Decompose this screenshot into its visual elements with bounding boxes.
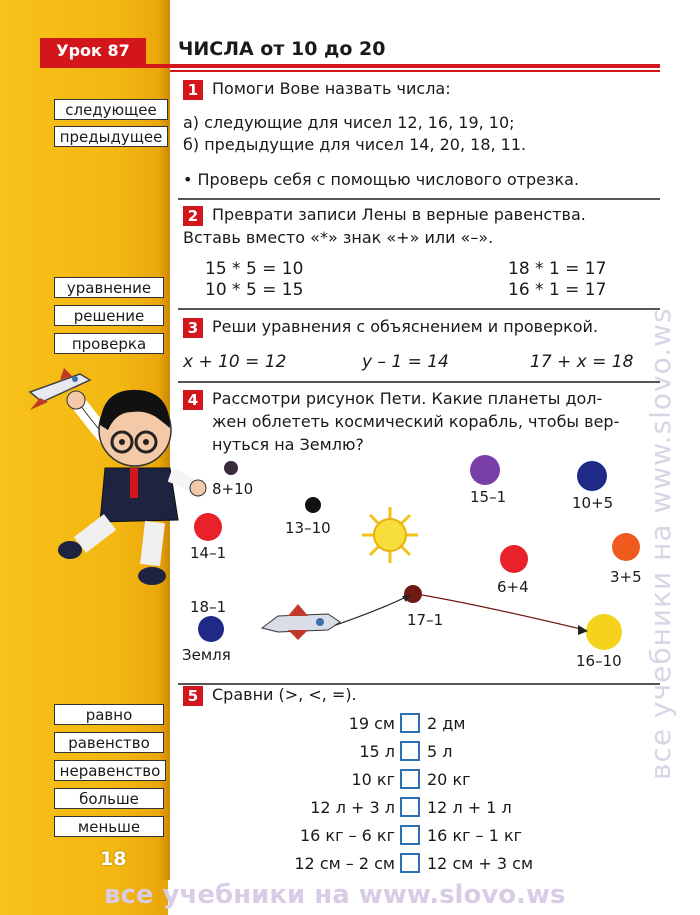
keyword-solution: решение: [54, 305, 164, 326]
compare-right: 12 л + 1 л: [427, 798, 512, 817]
answer-box[interactable]: [400, 797, 420, 817]
equation: y – 1 = 14: [362, 352, 449, 372]
task4-title-line3: нуться на Землю?: [212, 435, 364, 454]
keyword-greater: больше: [54, 788, 164, 809]
planet-label: 13–10: [285, 519, 331, 537]
planet: [577, 461, 607, 491]
compare-left: 16 кг – 6 кг: [299, 826, 395, 845]
compare-left: 19 см: [348, 714, 395, 733]
lesson-label: Урок 87: [40, 38, 146, 64]
answer-box[interactable]: [400, 741, 420, 761]
page-title: ЧИСЛА от 10 до 20: [178, 38, 386, 60]
title-rule: [40, 64, 660, 68]
equation: 15 * 5 = 10: [205, 259, 304, 279]
task1-check: • Проверь себя с помощью числового отрезка.: [183, 170, 580, 189]
equation: 16 * 1 = 17: [508, 280, 607, 300]
planet-label: 14–1: [190, 544, 227, 562]
spaceship-icon: [258, 602, 342, 642]
task-number: 3: [183, 318, 203, 338]
compare-left: 12 л + 3 л: [310, 798, 395, 817]
keyword-previous: предыдущее: [54, 126, 168, 147]
planet-label: 18–1: [190, 598, 227, 616]
planet-label: 17–1: [407, 611, 444, 629]
keyword-check: проверка: [54, 333, 164, 354]
task4-title-line2: жен облететь космический корабль, чтобы вер-: [212, 412, 620, 431]
planet-label: 6+4: [497, 578, 529, 596]
compare-left: 10 кг: [351, 770, 395, 789]
compare-left: 12 см – 2 см: [294, 854, 395, 873]
answer-box[interactable]: [400, 769, 420, 789]
task1-line-a: а) следующие для чисел 12, 16, 19, 10;: [183, 113, 515, 132]
planet-label: 8+10: [212, 480, 254, 498]
watermark-vertical: все учебники на www.slovo.ws: [644, 307, 677, 780]
task-number: 4: [183, 390, 203, 410]
divider: [178, 381, 660, 383]
planet-label: 16–10: [576, 652, 622, 670]
task3-title: Реши уравнения с объяснением и проверкой.: [212, 317, 599, 336]
keyword-equality: равенство: [54, 732, 164, 753]
compare-right: 16 кг – 1 кг: [427, 826, 523, 845]
equation: 18 * 1 = 17: [508, 259, 607, 279]
task1-line-b: б) предыдущие для чисел 14, 20, 18, 11.: [183, 135, 527, 154]
planet: [500, 545, 528, 573]
planet: [194, 513, 222, 541]
earth-label: Земля: [182, 646, 231, 664]
equation: 17 + x = 18: [530, 352, 634, 372]
watermark-bottom: все учебники на www.slovo.ws: [104, 880, 566, 910]
equation: x + 10 = 12: [183, 352, 287, 372]
equation: 10 * 5 = 15: [205, 280, 304, 300]
task5-title: Сравни (>, <, =).: [212, 685, 357, 704]
compare-left: 15 л: [359, 742, 395, 761]
keyword-less: меньше: [54, 816, 164, 837]
page-number: 18: [100, 848, 127, 870]
earth-planet: [198, 616, 224, 642]
compare-right: 5 л: [427, 742, 453, 761]
keyword-inequality: неравенство: [54, 760, 166, 781]
answer-box[interactable]: [400, 853, 420, 873]
planet-label: 15–1: [470, 488, 507, 506]
keyword-equation: уравнение: [54, 277, 164, 298]
compare-right: 20 кг: [427, 770, 471, 789]
task-number: 1: [183, 80, 203, 100]
planet: [305, 497, 321, 513]
task2-title-line1: Преврати записи Лены в верные равенства.: [212, 205, 586, 224]
title-rule-thin: [170, 70, 660, 72]
planet: [612, 533, 640, 561]
answer-box[interactable]: [400, 825, 420, 845]
divider: [178, 198, 660, 200]
task4-title-line1: Рассмотри рисунок Пети. Какие планеты дол-: [212, 389, 603, 408]
keyword-equal: равно: [54, 704, 164, 725]
task2-title-line2: Вставь вместо «*» знак «+» или «–».: [183, 228, 494, 247]
divider: [178, 308, 660, 310]
task1-title: Помоги Вове назвать числа:: [212, 79, 451, 98]
planet: [224, 461, 238, 475]
compare-right: 2 дм: [427, 714, 466, 733]
planet: [470, 455, 500, 485]
task-number: 5: [183, 686, 203, 706]
compare-right: 12 см + 3 см: [427, 854, 534, 873]
planet-label: 3+5: [610, 568, 642, 586]
answer-box[interactable]: [400, 713, 420, 733]
task-number: 2: [183, 206, 203, 226]
sun-icon: [360, 505, 420, 565]
keyword-next: следующее: [54, 99, 168, 120]
planet-label: 10+5: [572, 494, 614, 512]
boy-illustration: [20, 350, 210, 590]
